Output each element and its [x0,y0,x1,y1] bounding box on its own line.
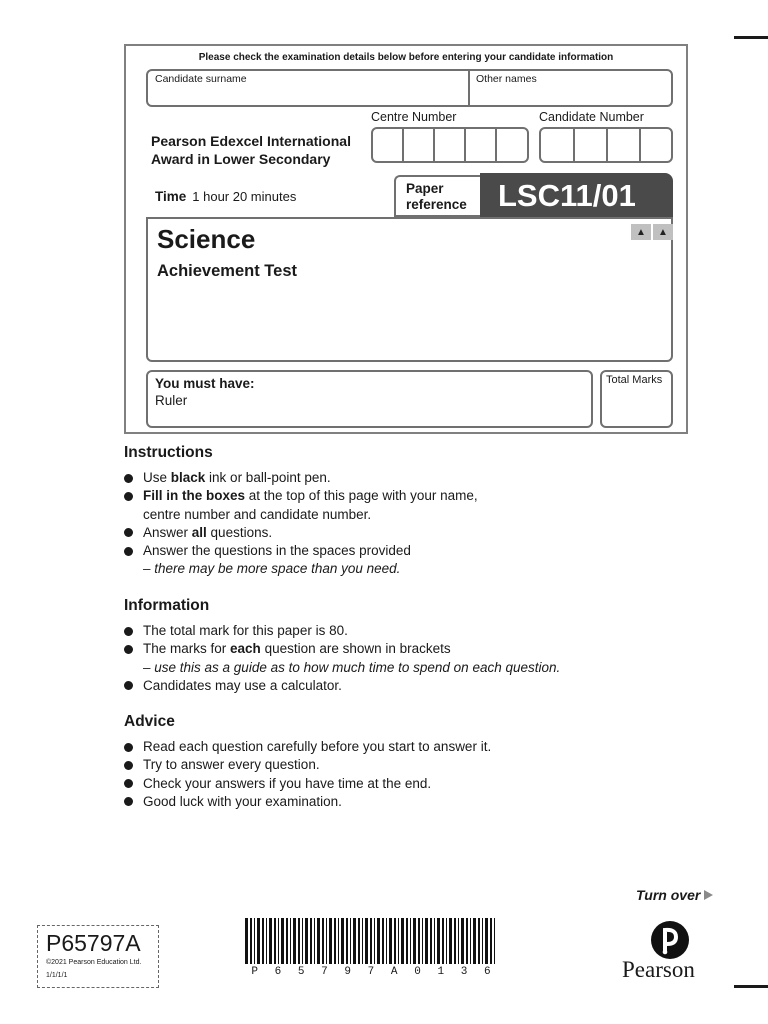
barcode-bar [494,918,495,964]
list-item: Answer the questions in the spaces provided – there may be more space than you need. [124,542,478,579]
advice-list [124,738,491,811]
bullet-icon [124,627,133,636]
instructions-heading: Instructions [124,444,213,461]
digit-box[interactable] [608,129,641,161]
candidate-info-panel [124,44,688,434]
total-marks-label: Total Marks [606,374,663,386]
candidate-name-field[interactable] [146,69,673,107]
barcode-digit: 6 [483,966,491,978]
time-value: 1 hour 20 minutes [192,189,297,204]
barcode-bar [461,918,464,964]
list-item: Try to answer every question. [124,756,491,774]
barcode-bar [430,918,432,964]
name-divider [468,71,470,105]
barcode-bar [458,918,459,964]
centre-number-boxes[interactable] [371,127,529,163]
centre-number-label: Centre Number [371,110,457,124]
barcode-bar [454,918,456,964]
list-item: Answer all questions. [124,524,478,542]
time-allowed [155,189,296,204]
barcode-bar [374,918,375,964]
candidate-number-boxes[interactable] [539,127,673,163]
barcode-bar [250,918,252,964]
barcode-bar [286,918,288,964]
barcode-bar [401,918,404,964]
bullet-icon [124,474,133,483]
digit-box[interactable] [435,129,466,161]
subject-panel [146,217,673,362]
bullet-icon [124,743,133,752]
barcode-bar [490,918,492,964]
barcode-bar [266,918,267,964]
barcode-bar [437,918,440,964]
barcode-bar [298,918,300,964]
pearson-logo-icon [650,920,690,960]
barcode-bar [338,918,339,964]
paper-ref-line-2: reference [406,197,467,212]
barcode-bar [245,918,248,964]
list-item: Use black ink or ball-point pen. [124,469,478,487]
digit-box[interactable] [497,129,527,161]
paper-ref-line-1: Paper [406,181,444,196]
barcode [243,918,499,980]
version-note: 1/1/1/1 [46,972,68,979]
crop-mark [734,36,768,39]
barcode-bar [314,918,315,964]
paper-id: P65797A [46,930,141,956]
barcode-bar [394,918,396,964]
digit-box[interactable] [541,129,575,161]
barcode-digit: 7 [367,966,375,978]
barcode-digit: 0 [414,966,421,978]
barcode-bar [293,918,296,964]
barcode-bar [410,918,411,964]
barcode-bar [413,918,416,964]
barcode-bar [257,918,260,964]
barcode-digit: 6 [274,966,282,978]
barcode-bar [422,918,423,964]
publisher-name: Pearson [622,957,695,982]
barcode-bar [478,918,480,964]
other-names-label: Other names [476,73,537,85]
subject-title: Science [157,224,256,254]
digit-box[interactable] [575,129,608,161]
barcode-bar [274,918,276,964]
list-item: The total mark for this paper is 80. [124,622,560,640]
barcode-bar [449,918,452,964]
barcode-bar [302,918,303,964]
barcode-digits [243,966,499,978]
barcode-bar [262,918,264,964]
digit-box[interactable] [404,129,435,161]
digit-box[interactable] [466,129,497,161]
barcode-bar [386,918,387,964]
bullet-icon [124,528,133,537]
you-must-have-box [146,370,593,428]
information-heading: Information [124,597,210,614]
barcode-bar [406,918,408,964]
barcode-bar [365,918,368,964]
barcode-digit: 9 [344,966,351,978]
barcode-bar [269,918,272,964]
list-item: Read each question carefully before you start to answer it. [124,738,491,756]
barcode-digit: 7 [321,966,328,978]
bullet-icon [124,779,133,788]
barcode-bar [305,918,308,964]
barcode-icon [243,918,499,964]
list-item: The marks for each question are shown in brackets – use this as a guide as to how much time to spend on each question. [124,640,560,677]
digit-box[interactable] [373,129,404,161]
barcode-bar [473,918,476,964]
barcode-bar [482,918,483,964]
instructions-list [124,469,478,579]
paper-code: LSC11/01 [480,173,673,217]
barcode-bar [370,918,372,964]
digit-box[interactable] [641,129,671,161]
award-line-1: Pearson Edexcel International [151,133,351,149]
copyright-note: ©2021 Pearson Education Ltd. [46,959,142,966]
barcode-bar [254,918,255,964]
barcode-bar [425,918,428,964]
barcode-bar [353,918,356,964]
barcode-bar [281,918,284,964]
award-line-2: Award in Lower Secondary [151,151,331,167]
list-item: Candidates may use a calculator. [124,677,560,695]
surname-label: Candidate surname [155,73,247,85]
barcode-bar [278,918,279,964]
bullet-icon [124,492,133,501]
bullet-icon [124,761,133,770]
list-item: Good luck with your examination. [124,793,491,811]
triangle-icon: ▲ [653,224,673,240]
bullet-icon [124,681,133,690]
barcode-bar [346,918,348,964]
barcode-bar [290,918,291,964]
barcode-bar [446,918,447,964]
information-list [124,622,560,695]
barcode-bar [317,918,320,964]
barcode-bar [434,918,435,964]
advice-heading: Advice [124,713,175,730]
paper-id-box [37,925,159,988]
must-have-label: You must have: [155,376,255,391]
triangle-icon: ▲ [631,224,651,240]
barcode-bar [485,918,488,964]
bullet-icon [124,645,133,654]
award-title [151,132,351,168]
barcode-digit: 1 [437,966,445,978]
barcode-bar [398,918,399,964]
barcode-bar [358,918,360,964]
barcode-bar [334,918,336,964]
barcode-bar [322,918,324,964]
bullet-icon [124,547,133,556]
barcode-bar [382,918,384,964]
barcode-bar [326,918,327,964]
total-marks-box[interactable] [600,370,673,428]
must-have-item: Ruler [155,393,188,408]
barcode-digit: 3 [460,966,468,978]
barcode-bar [362,918,363,964]
barcode-digit: P [251,966,258,978]
barcode-bar [470,918,471,964]
barcode-bar [389,918,392,964]
bullet-icon [124,797,133,806]
barcode-bar [310,918,312,964]
time-label: Time [155,189,187,204]
list-item: Fill in the boxes at the top of this page with your name, centre number and candidate number. [124,487,478,524]
barcode-bar [466,918,468,964]
list-item: Check your answers if you have time at the end. [124,775,491,793]
arrow-right-icon [704,890,713,900]
barcode-bar [377,918,380,964]
barcode-bar [350,918,351,964]
candidate-number-label: Candidate Number [539,110,644,124]
check-notice: Please check the examination details below before entering your candidate information [198,52,614,63]
barcode-bar [418,918,420,964]
barcode-digit: 5 [297,966,305,978]
barcode-bar [341,918,344,964]
crop-mark [734,985,768,988]
paper-reference-label [394,175,480,217]
barcode-bar [442,918,444,964]
barcode-bar [329,918,332,964]
barcode-digit: A [390,966,398,978]
subject-subtitle: Achievement Test [157,262,297,280]
turn-over-label: Turn over [636,887,701,903]
